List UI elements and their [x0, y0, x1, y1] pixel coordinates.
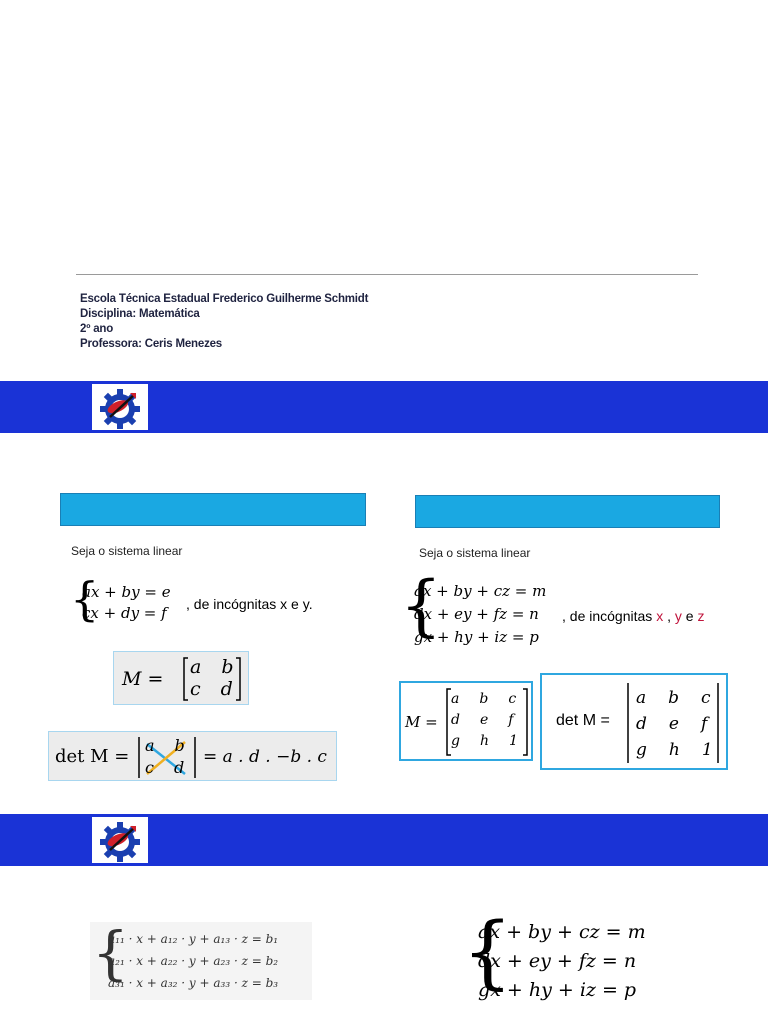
rd-e: e: [668, 714, 679, 734]
general-eq3: a₃₁ · x + a₃₂ · y + a₃₃ · z = b₃: [108, 976, 279, 990]
right-var-x: x: [656, 608, 664, 624]
right-intro: Seja o sistema linear: [419, 546, 531, 560]
rm-c: c: [508, 691, 517, 707]
right-var-z: z: [697, 608, 705, 624]
gear-logo-icon: [92, 384, 148, 430]
rd-a: a: [636, 688, 647, 708]
header-divider: [76, 274, 698, 275]
slide-header-band-2: [0, 814, 768, 866]
bottom-eq2: dx + ey + fz = n: [478, 950, 637, 972]
rd-b: b: [668, 688, 680, 708]
left-eq2: cx + dy = f: [82, 604, 167, 622]
slide-header-band: [0, 381, 768, 433]
left-system: [70, 572, 390, 628]
header-info: [80, 292, 368, 352]
right-matrix: [451, 689, 518, 752]
general-brace-icon: {: [92, 919, 129, 987]
right-det-matrix: [636, 685, 713, 763]
rm-e: e: [479, 712, 489, 728]
rm-f: f: [508, 712, 514, 728]
left-det-b: b: [174, 736, 185, 755]
left-det-a: a: [145, 736, 155, 755]
discipline: Disciplina: Matemática: [80, 308, 200, 320]
school-year: 2º ano: [80, 323, 114, 335]
bottom-system: [462, 905, 692, 1006]
left-det-d: d: [173, 758, 185, 777]
right-var-y: y: [674, 608, 682, 624]
rd-1: 1: [701, 740, 713, 760]
bottom-eq1: ax + by + cz = m: [478, 921, 646, 943]
bottom-brace-icon: {: [462, 905, 513, 998]
right-unknowns: [562, 608, 704, 624]
left-matrix-label: M =: [122, 668, 164, 690]
right-unknowns-prefix: , de incógnitas: [562, 608, 653, 624]
rd-c: c: [701, 688, 711, 708]
right-matrix-label: M =: [405, 713, 438, 731]
right-conj: e: [685, 608, 694, 624]
general-eq2: a₂₁ · x + a₂₂ · y + a₂₃ · z = b₂: [108, 954, 279, 968]
left-m-b: b: [221, 656, 234, 678]
gear-logo-icon-2: [92, 817, 148, 863]
left-matrix-box: [113, 651, 249, 705]
left-unknowns: , de incógnitas x e y.: [186, 596, 313, 612]
rm-h: h: [479, 733, 489, 749]
general-system: [90, 919, 312, 1000]
rm-g: g: [451, 733, 460, 749]
right-det-label: det M =: [556, 712, 610, 729]
right-eq3: gx + hy + iz = p: [414, 628, 539, 646]
right-brace-icon: {: [400, 567, 442, 644]
left-det-box: [48, 731, 337, 781]
left-matrix: [190, 656, 234, 700]
right-matrix-box: [399, 681, 533, 761]
left-eq1: ax + by = e: [82, 583, 171, 601]
left-title-bar: [60, 493, 366, 526]
rd-d: d: [636, 714, 647, 734]
right-sep: ,: [667, 608, 671, 624]
left-det-matrix: [145, 735, 185, 779]
rm-d: d: [451, 712, 460, 728]
right-title-bar: [415, 495, 720, 528]
left-intro: Seja o sistema linear: [71, 544, 183, 558]
general-eq1: a₁₁ · x + a₁₂ · y + a₁₃ · z = b₁: [108, 932, 279, 946]
bottom-eq3: gx + hy + iz = p: [478, 979, 637, 1001]
left-m-c: c: [190, 678, 201, 700]
left-det-label: det M =: [55, 746, 130, 767]
rm-b: b: [479, 691, 489, 707]
right-system: [400, 567, 760, 653]
rm-a: a: [451, 691, 460, 707]
right-eq1: ax + by + cz = m: [414, 582, 547, 600]
right-det-box: [540, 673, 728, 770]
left-brace-icon: {: [70, 572, 100, 626]
rm-1: 1: [509, 733, 518, 749]
left-m-a: a: [190, 656, 202, 678]
rd-g: g: [636, 740, 647, 760]
left-m-d: d: [220, 678, 233, 700]
rd-h: h: [668, 740, 680, 760]
left-det-result: = a . d . −b . c: [203, 747, 327, 767]
right-eq2: dx + ey + fz = n: [414, 605, 539, 623]
left-det-c: c: [145, 758, 154, 777]
teacher-name: Professora: Ceris Menezes: [80, 338, 223, 350]
rd-f: f: [700, 714, 708, 734]
school-name: Escola Técnica Estadual Frederico Guilherme Schmidt: [80, 293, 369, 305]
